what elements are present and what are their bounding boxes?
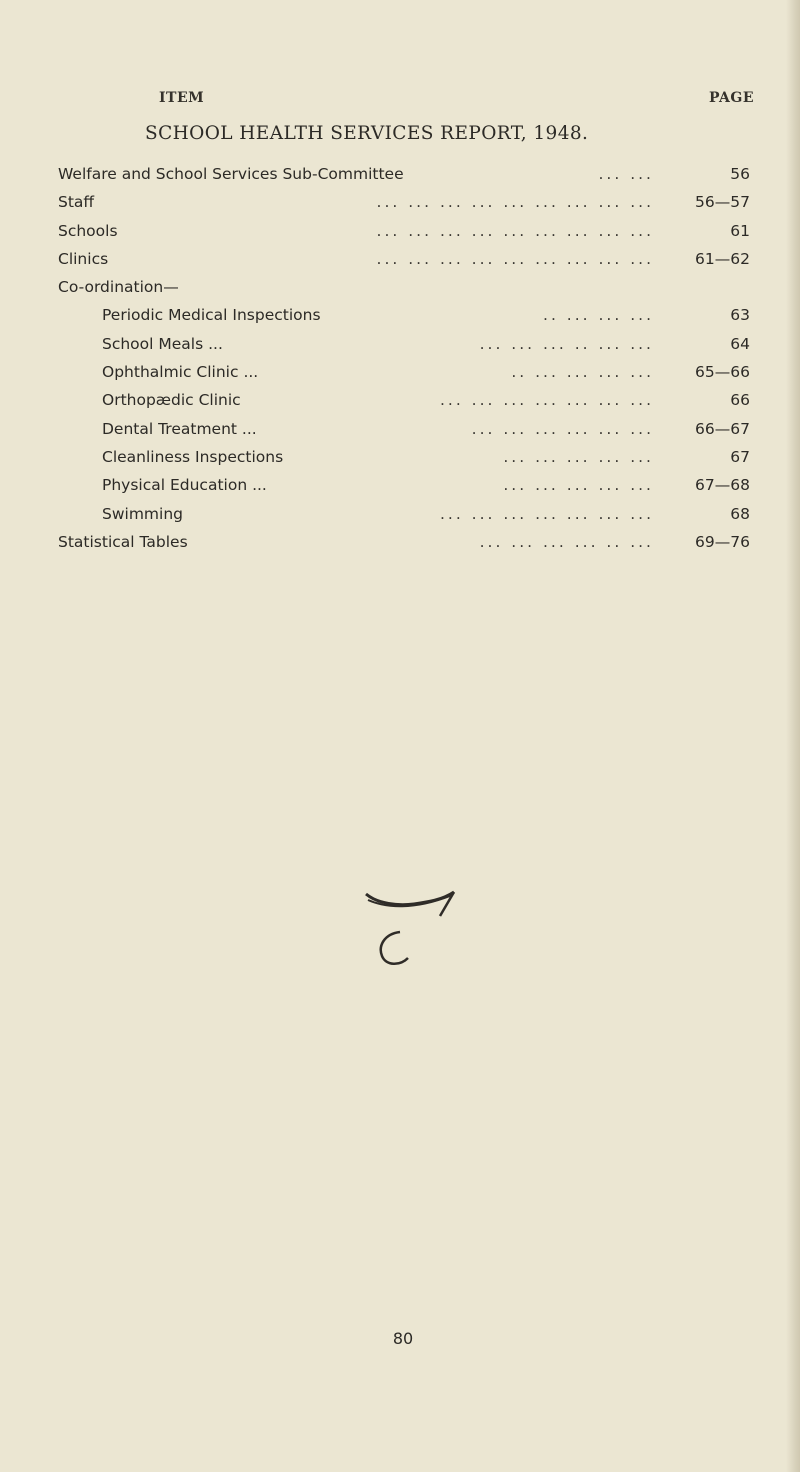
entry-page: 66—67 — [695, 419, 750, 438]
entry-label: Swimming — [102, 504, 183, 523]
entry-label: Cleanliness Inspections — [102, 447, 284, 466]
contents-list — [58, 160, 750, 556]
dot-leader: ... ... ... .. ... ... — [479, 334, 654, 353]
entry-label: Ophthalmic Clinic ... — [102, 363, 259, 382]
contents-subentry — [58, 358, 750, 386]
contents-section-heading — [58, 273, 750, 301]
entry-page: 63 — [730, 306, 750, 325]
entry-label: School Meals ... — [102, 334, 223, 353]
contents-entry — [58, 160, 750, 188]
entry-label: Periodic Medical Inspections — [102, 306, 321, 325]
entry-label: Clinics — [58, 249, 109, 268]
contents-entry — [58, 217, 750, 245]
contents-subentry — [58, 471, 750, 499]
dot-leader: ... ... ... ... ... — [503, 447, 654, 466]
entry-page: 67—68 — [695, 476, 750, 495]
entry-label: Dental Treatment ... — [102, 419, 257, 438]
entry-page: 56—57 — [695, 193, 750, 212]
dot-leader: ... ... ... ... .. ... — [479, 532, 654, 551]
entry-page: 65—66 — [695, 363, 750, 382]
contents-subentry — [58, 386, 750, 414]
entry-label: Staff — [58, 193, 95, 212]
dot-leader: ... ... ... ... ... ... ... — [439, 504, 654, 523]
contents-subentry — [58, 415, 750, 443]
entry-page: 69—76 — [695, 532, 750, 551]
page-column-heading: PAGE — [709, 90, 754, 106]
entry-label: Orthopædic Clinic — [102, 391, 241, 410]
entry-label: Statistical Tables — [58, 532, 188, 551]
entry-label: Welfare and School Services Sub-Committee — [58, 165, 404, 183]
entry-page: 61—62 — [695, 249, 750, 268]
contents-subentry — [58, 500, 750, 528]
entry-page: 66 — [730, 391, 750, 410]
dot-leader: ... ... — [598, 165, 654, 183]
dot-leader: ... ... ... ... ... — [503, 476, 654, 495]
entry-page: 61 — [730, 221, 750, 240]
report-title: SCHOOL HEALTH SERVICES REPORT, 1948. — [145, 123, 589, 144]
dot-leader: ... ... ... ... ... ... ... ... ... — [376, 249, 654, 268]
entry-label: Physical Education ... — [102, 476, 267, 495]
page-edge-shadow — [786, 0, 800, 1472]
entry-label: Co-ordination— — [58, 278, 179, 297]
library-mark-icon — [364, 886, 460, 972]
dot-leader: ... ... ... ... ... ... ... ... ... — [376, 221, 654, 240]
contents-subentry — [58, 301, 750, 329]
dot-leader: .. ... ... ... ... — [511, 363, 654, 382]
contents-subentry — [58, 330, 750, 358]
entry-page: 67 — [730, 447, 750, 466]
dot-leader: ... ... ... ... ... ... — [471, 419, 654, 438]
contents-entry — [58, 188, 750, 216]
item-column-heading: ITEM — [159, 90, 205, 106]
dot-leader: ... ... ... ... ... ... ... ... ... — [376, 193, 654, 212]
contents-entry — [58, 245, 750, 273]
entry-page: 64 — [730, 334, 750, 353]
entry-page: 68 — [730, 504, 750, 523]
dot-leader: ... ... ... ... ... ... ... — [439, 391, 654, 410]
entry-page: 56 — [730, 165, 750, 183]
dot-leader: .. ... ... ... — [543, 306, 654, 325]
contents-entry — [58, 528, 750, 556]
contents-subentry — [58, 443, 750, 471]
page-number: 80 — [392, 1329, 414, 1348]
entry-label: Schools — [58, 221, 118, 240]
